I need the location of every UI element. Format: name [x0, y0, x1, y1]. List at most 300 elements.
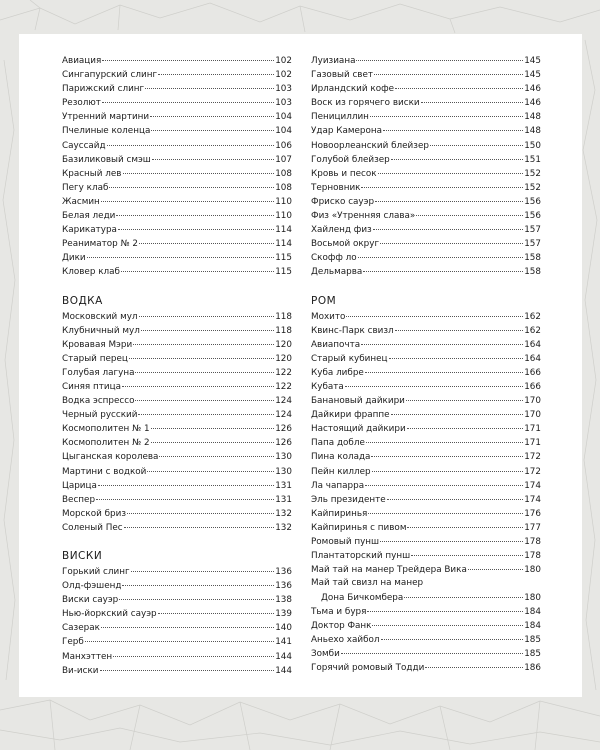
dot-leader — [372, 470, 524, 472]
toc-entry — [62, 450, 292, 464]
entry-page-number: 141 — [275, 637, 292, 648]
entry-title: Белая леди — [62, 211, 116, 222]
entry-title: Утренний мартини — [62, 112, 150, 123]
entry-page-number: 126 — [275, 438, 292, 449]
entry-page-number: 124 — [275, 410, 292, 421]
left-column — [62, 54, 292, 678]
dot-leader — [416, 214, 523, 216]
dot-leader — [119, 598, 274, 600]
entry-page-number: 170 — [524, 410, 541, 421]
entry-page-number: 185 — [524, 635, 541, 646]
entry-title: Пейн киллер — [311, 466, 371, 477]
entry-page-number: 180 — [524, 565, 541, 576]
toc-entry — [62, 607, 292, 621]
dot-leader — [373, 228, 523, 230]
entry-title: Авиация — [62, 56, 102, 66]
dot-leader — [395, 329, 524, 331]
entry-page-number: 115 — [275, 253, 292, 264]
entry-page-number: 174 — [524, 494, 541, 505]
dot-leader — [147, 470, 274, 472]
dot-leader — [133, 343, 274, 345]
dot-leader — [367, 610, 523, 612]
entry-page-number: 185 — [524, 649, 541, 660]
toc-entry — [62, 68, 292, 82]
toc-entry — [311, 380, 541, 394]
entry-title: Новоорлеанский блейзер — [311, 140, 429, 151]
dot-leader — [150, 115, 274, 117]
entry-title: Веспер — [62, 494, 96, 505]
entry-title: Водка эспрессо — [62, 396, 135, 407]
dot-leader — [118, 228, 274, 230]
dot-leader — [366, 441, 523, 443]
entry-page-number: 110 — [275, 196, 292, 207]
dot-leader — [346, 315, 523, 317]
dot-leader — [425, 666, 523, 668]
entry-title: Сазерак — [62, 623, 100, 634]
dot-leader — [341, 652, 523, 654]
dot-leader — [116, 214, 274, 216]
entry-title: Старый перец — [62, 353, 128, 364]
entry-page-number: 158 — [524, 267, 541, 278]
entry-title: Цыганская королева — [62, 452, 159, 463]
entry-page-number: 122 — [275, 381, 292, 392]
entry-title: Авиапочта — [311, 339, 361, 350]
rum-section — [311, 294, 541, 676]
toc-entry — [311, 181, 541, 195]
toc-entry — [311, 352, 541, 366]
entry-title: Парижский слинг — [62, 84, 145, 95]
entry-page-number: 108 — [275, 168, 292, 179]
toc-entry — [311, 563, 541, 577]
entry-page-number: 131 — [275, 480, 292, 491]
dot-leader — [121, 270, 274, 272]
dot-leader — [430, 144, 523, 146]
toc-entry — [311, 54, 541, 68]
toc-entry — [311, 167, 541, 181]
entry-page-number: 139 — [275, 609, 292, 620]
entry-title: Черный русский — [62, 410, 138, 421]
toc-entry — [311, 591, 541, 605]
dot-leader — [122, 584, 274, 586]
entry-page-number: 104 — [275, 112, 292, 123]
contents-page — [19, 34, 582, 697]
dot-leader — [158, 73, 274, 75]
entry-title: Май тай на манер Трейдера Вика — [311, 565, 467, 576]
dot-leader — [152, 158, 274, 160]
entry-page-number: 164 — [524, 353, 541, 364]
entry-title: Морской бриз — [62, 508, 127, 519]
entry-page-number: 184 — [524, 621, 541, 632]
whisky-continued-section — [311, 54, 541, 280]
toc-entry — [62, 422, 292, 436]
entry-title: Кровь и песок — [311, 168, 377, 179]
entry-page-number: 157 — [524, 239, 541, 250]
entry-page-number: 124 — [275, 396, 292, 407]
dot-leader — [378, 172, 524, 174]
toc-entry — [311, 549, 541, 563]
entry-page-number: 118 — [275, 311, 292, 322]
entry-title: Базиликовый смэш — [62, 154, 151, 165]
entry-page-number: 103 — [275, 84, 292, 95]
toc-entry — [62, 195, 292, 209]
dot-leader — [96, 498, 274, 500]
dot-leader — [380, 242, 523, 244]
dot-leader — [391, 413, 524, 415]
toc-entry — [311, 493, 541, 507]
entry-page-number: 130 — [275, 452, 292, 463]
entry-page-number: 132 — [275, 508, 292, 519]
dot-leader — [151, 129, 274, 131]
toc-entry — [311, 605, 541, 619]
toc-entry — [62, 479, 292, 493]
entry-page-number: 152 — [524, 168, 541, 179]
toc-entry — [62, 310, 292, 324]
entry-page-number: 152 — [524, 182, 541, 193]
entry-page-number: 118 — [275, 325, 292, 336]
entry-page-number: 180 — [524, 592, 541, 603]
entry-page-number: 170 — [524, 396, 541, 407]
dot-leader — [151, 427, 275, 429]
entry-page-number: 148 — [524, 112, 541, 123]
entry-title: Красный лев — [62, 168, 122, 179]
toc-entry — [311, 479, 541, 493]
entry-title: Ирландский кофе — [311, 84, 395, 95]
entry-page-number: 174 — [524, 480, 541, 491]
toc-entry — [311, 237, 541, 251]
entry-page-number: 146 — [524, 98, 541, 109]
toc-entry — [311, 465, 541, 479]
entry-page-number: 162 — [524, 325, 541, 336]
section-heading-vodka: ВОДКА — [62, 294, 103, 307]
dot-leader — [395, 87, 523, 89]
dot-leader — [102, 101, 274, 103]
dot-leader — [135, 371, 274, 373]
entry-title: Луизиана — [311, 56, 356, 66]
entry-title: Жасмин — [62, 196, 100, 207]
toc-entry — [62, 650, 292, 664]
entry-title: Космополитен № 2 — [62, 438, 150, 449]
toc-entry — [62, 324, 292, 338]
entry-title: Доктор Фанк — [311, 621, 372, 632]
toc-entry — [311, 195, 541, 209]
entry-page-number: 115 — [275, 267, 292, 278]
entry-title: Кайпиринья с пивом — [311, 522, 407, 533]
toc-entry — [311, 139, 541, 153]
dot-leader — [404, 596, 523, 598]
entry-page-number: 166 — [524, 367, 541, 378]
toc-entry — [62, 408, 292, 422]
dot-leader — [123, 172, 275, 174]
entry-page-number: 145 — [524, 70, 541, 81]
entry-title: Ла чапарра — [311, 480, 365, 491]
entry-page-number: 144 — [275, 651, 292, 662]
entry-page-number: 171 — [524, 438, 541, 449]
toc-entry — [62, 124, 292, 138]
toc-entry — [311, 619, 541, 633]
toc-entry — [62, 493, 292, 507]
dot-leader — [102, 59, 274, 61]
toc-entry — [62, 664, 292, 678]
entry-title: Нью-йоркский сауэр — [62, 609, 157, 620]
toc-entry — [311, 633, 541, 647]
entry-title: Мартини с водкой — [62, 466, 147, 477]
vodka-section — [62, 294, 292, 536]
toc-entry — [311, 338, 541, 352]
entry-page-number: 106 — [275, 140, 292, 151]
entry-title: Терновник — [311, 182, 361, 193]
dot-leader — [371, 455, 523, 457]
entry-page-number: 103 — [275, 98, 292, 109]
section-heading-rum: РОМ — [311, 294, 337, 307]
toc-entry — [311, 223, 541, 237]
entry-title: Космополитен № 1 — [62, 424, 150, 435]
entry-title: Кловер клаб — [62, 267, 120, 278]
entry-title: Голубой блейзер — [311, 154, 390, 165]
dot-leader — [383, 129, 523, 131]
right-column — [311, 54, 541, 675]
entry-page-number: 140 — [275, 623, 292, 634]
toc-entry — [311, 450, 541, 464]
dot-leader — [387, 498, 524, 500]
toc-entry — [311, 647, 541, 661]
entry-title: Банановый дайкири — [311, 396, 405, 407]
entry-page-number: 104 — [275, 126, 292, 137]
dot-leader — [370, 115, 523, 117]
toc-entry — [62, 54, 292, 68]
entry-title: Воск из горячего виски — [311, 98, 420, 109]
entry-page-number: 162 — [524, 311, 541, 322]
toc-entry — [62, 237, 292, 251]
toc-entry — [311, 394, 541, 408]
toc-entry — [311, 110, 541, 124]
toc-entry — [311, 408, 541, 422]
entry-title: Удар Камерона — [311, 126, 383, 137]
entry-title: Мохито — [311, 311, 346, 322]
dot-leader — [406, 399, 523, 401]
entry-title: Май тай свизл на манер — [311, 578, 424, 589]
dot-leader — [421, 101, 524, 103]
dot-leader — [375, 200, 523, 202]
entry-page-number: 107 — [275, 154, 292, 165]
dot-leader — [124, 526, 275, 528]
dot-leader — [129, 357, 274, 359]
toc-entry — [311, 209, 541, 223]
entry-page-number: 178 — [524, 551, 541, 562]
entry-page-number: 136 — [275, 581, 292, 592]
entry-title: Ромовый пунш — [311, 537, 380, 547]
entry-page-number: 172 — [524, 466, 541, 477]
toc-entry — [62, 338, 292, 352]
toc-entry — [311, 577, 541, 591]
dot-leader — [368, 512, 523, 514]
dot-leader — [158, 612, 275, 614]
entry-page-number: 145 — [524, 56, 541, 66]
entry-page-number: 151 — [524, 154, 541, 165]
entry-page-number: 144 — [275, 665, 292, 676]
entry-page-number: 131 — [275, 494, 292, 505]
toc-entry — [62, 380, 292, 394]
toc-entry — [311, 124, 541, 138]
toc-entry — [311, 422, 541, 436]
dot-leader — [100, 669, 275, 671]
entry-title: Сауссайд — [62, 140, 106, 151]
dot-leader — [374, 73, 523, 75]
entry-title: Дельмарва — [311, 267, 363, 278]
entry-title: Олд-фэшенд — [62, 581, 122, 592]
entry-title: Восьмой округ — [311, 239, 380, 250]
toc-entry — [62, 209, 292, 223]
dot-leader — [345, 385, 523, 387]
toc-entry — [62, 82, 292, 96]
entry-page-number: 176 — [524, 508, 541, 519]
entry-page-number: 102 — [275, 70, 292, 81]
toc-entry — [62, 110, 292, 124]
entry-page-number: 156 — [524, 211, 541, 222]
toc-entry — [311, 310, 541, 324]
entry-title: Скофф ло — [311, 253, 357, 264]
entry-title: Газовый свет — [311, 70, 374, 81]
dot-leader — [365, 371, 523, 373]
dot-leader — [109, 186, 274, 188]
dot-leader — [391, 158, 523, 160]
entry-title: Виски сауэр — [62, 595, 119, 606]
dot-leader — [468, 568, 523, 570]
dot-leader — [139, 242, 274, 244]
dot-leader — [380, 540, 523, 542]
entry-page-number: 108 — [275, 182, 292, 193]
toc-entry — [311, 507, 541, 521]
entry-title: Хайленд физ — [311, 225, 372, 236]
dot-leader — [381, 638, 524, 640]
entry-title: Тьма и буря — [311, 606, 367, 617]
entry-page-number: 130 — [275, 466, 292, 477]
entry-title: Квинс-Парк свизл — [311, 325, 394, 336]
entry-title: Кубата — [311, 381, 344, 392]
entry-page-number: 110 — [275, 211, 292, 222]
dot-leader — [411, 554, 523, 556]
entry-title: Плантаторский пунш — [311, 551, 411, 562]
dot-leader — [138, 413, 274, 415]
entry-title: Московский мул — [62, 311, 138, 322]
entry-page-number: 136 — [275, 567, 292, 577]
entry-page-number: 114 — [275, 225, 292, 236]
toc-entry — [311, 265, 541, 279]
toc-entry — [62, 139, 292, 153]
entry-title: Сингапурский слинг — [62, 70, 158, 81]
toc-entry — [311, 251, 541, 265]
dot-leader — [151, 441, 275, 443]
dot-leader — [131, 570, 275, 572]
entry-title: Пегу клаб — [62, 182, 109, 193]
entry-title: Папа добле — [311, 438, 365, 449]
entry-page-number: 120 — [275, 339, 292, 350]
entry-title: Дона Бичкомбера — [321, 592, 404, 603]
toc-entry — [311, 153, 541, 167]
toc-entry — [62, 352, 292, 366]
dot-leader — [361, 186, 523, 188]
entry-title: Куба либре — [311, 367, 364, 378]
dot-leader — [135, 399, 274, 401]
toc-entry — [62, 181, 292, 195]
entry-title: Голубая лагуна — [62, 367, 135, 378]
dot-leader — [127, 512, 274, 514]
toc-entry — [62, 579, 292, 593]
dot-leader — [141, 329, 274, 331]
entry-page-number: 132 — [275, 522, 292, 533]
toc-entry — [62, 265, 292, 279]
entry-title: Ви-иски — [62, 665, 99, 676]
dot-leader — [122, 385, 274, 387]
entry-title: Настоящий дайкири — [311, 424, 406, 435]
toc-entry — [62, 96, 292, 110]
dot-leader — [85, 640, 274, 642]
entry-page-number: 172 — [524, 452, 541, 463]
toc-entry — [311, 535, 541, 549]
entry-title: Синяя птица — [62, 381, 121, 392]
toc-entry — [62, 394, 292, 408]
dot-leader — [113, 655, 274, 657]
entry-page-number: 184 — [524, 606, 541, 617]
toc-entry — [62, 167, 292, 181]
entry-title: Герб — [62, 637, 84, 648]
toc-entry — [311, 68, 541, 82]
entry-page-number: 150 — [524, 140, 541, 151]
whisky-section — [62, 549, 292, 678]
dot-leader — [145, 87, 274, 89]
entry-page-number: 126 — [275, 424, 292, 435]
toc-entry — [62, 251, 292, 265]
dot-leader — [159, 455, 274, 457]
entry-title: Горький слинг — [62, 567, 130, 577]
entry-page-number: 171 — [524, 424, 541, 435]
toc-entry — [62, 565, 292, 579]
toc-entry — [62, 465, 292, 479]
entry-title: Пенициллин — [311, 112, 369, 123]
dot-leader — [107, 144, 275, 146]
dot-leader — [407, 526, 523, 528]
dot-leader — [87, 256, 275, 258]
entry-page-number: 120 — [275, 353, 292, 364]
entry-page-number: 186 — [524, 663, 541, 674]
dot-leader — [365, 484, 523, 486]
toc-entry — [62, 521, 292, 535]
entry-title: Пчелиные коленца — [62, 126, 151, 137]
toc-entry — [62, 621, 292, 635]
entry-title: Кровавая Мэри — [62, 339, 133, 350]
entry-title: Манхэттен — [62, 651, 113, 662]
entry-title: Дайкири фраппе — [311, 410, 390, 421]
entry-title: Зомби — [311, 649, 340, 660]
entry-title: Карикатура — [62, 225, 117, 236]
entry-page-number: 156 — [524, 196, 541, 207]
toc-entry — [62, 593, 292, 607]
toc-entry — [62, 223, 292, 237]
toc-entry — [311, 436, 541, 450]
entry-page-number: 166 — [524, 381, 541, 392]
entry-title: Горячий ромовый Тодди — [311, 663, 425, 674]
dot-leader — [101, 626, 274, 628]
toc-entry — [311, 366, 541, 380]
entry-title: Соленый Пес — [62, 522, 123, 533]
entry-title: Царица — [62, 480, 97, 491]
toc-entry — [62, 635, 292, 649]
dot-leader — [361, 343, 523, 345]
dot-leader — [358, 256, 524, 258]
dot-leader — [139, 315, 275, 317]
dot-leader — [389, 357, 524, 359]
toc-entry — [311, 521, 541, 535]
entry-page-number: 148 — [524, 126, 541, 137]
